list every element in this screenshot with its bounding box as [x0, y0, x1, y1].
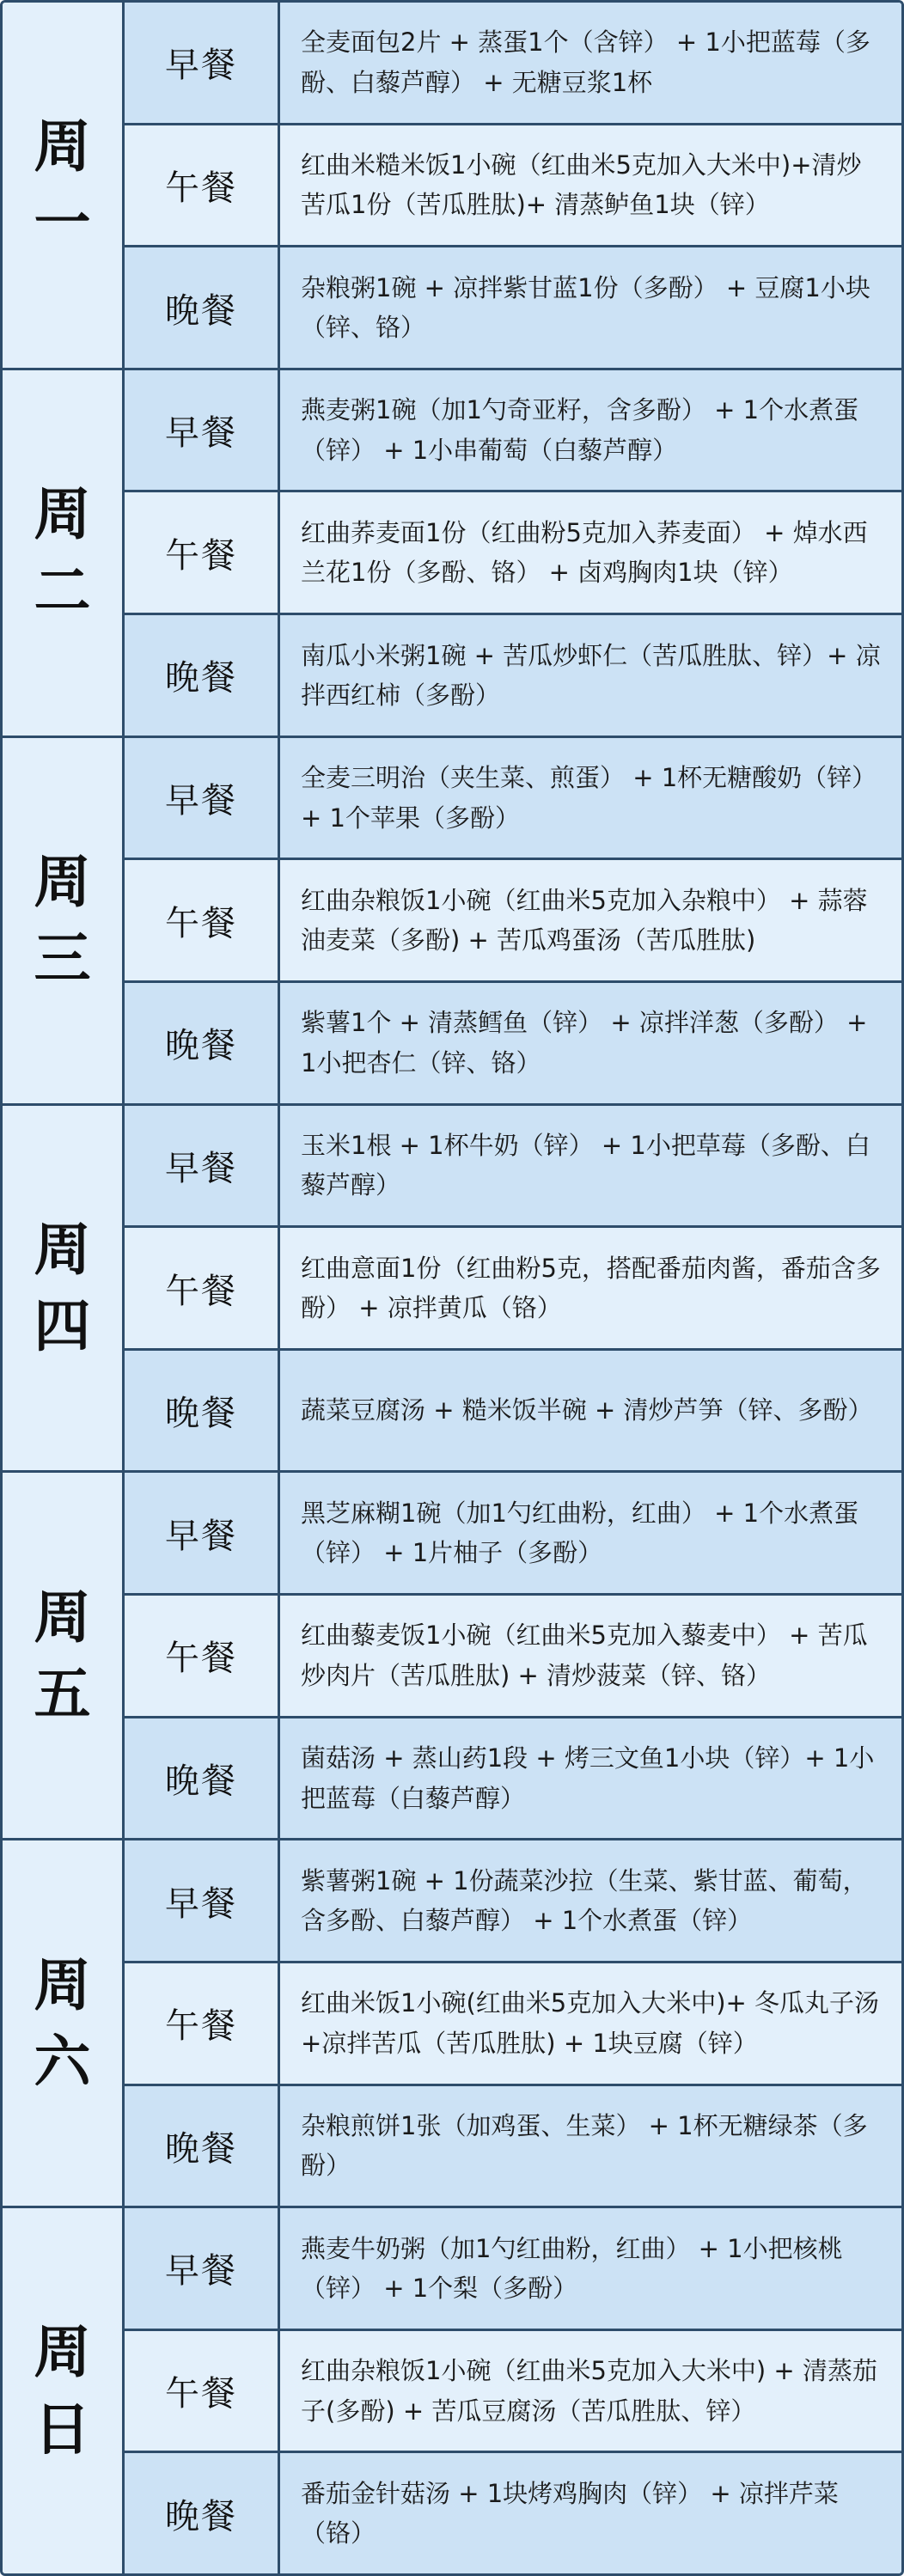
day-block [3, 3, 901, 370]
meal-name: 午餐 [125, 492, 280, 613]
meal-row [125, 1228, 901, 1351]
meal-description: 燕麦牛奶粥（加1勺红曲粉，红曲） + 1小把核桃（锌） + 1个梨（多酚） [301, 2233, 843, 2303]
meal-name: 午餐 [125, 1596, 280, 1716]
meal-name: 早餐 [125, 1473, 280, 1593]
meal-row [125, 1963, 901, 2086]
meal-row [125, 615, 901, 736]
day-label-char: 三 [34, 925, 91, 992]
day-label-char: 周 [34, 113, 91, 180]
meal-name: 晚餐 [125, 2086, 280, 2207]
meal-description: 红曲荞麦面1份（红曲粉5克加入荞麦面） + 焯水西兰花1份（多酚、铬） + 卤鸡胸肉1块（锌） [301, 517, 868, 588]
meal-name: 午餐 [125, 860, 280, 980]
meal-description: 南瓜小米粥1碗 + 苦瓜炒虾仁（苦瓜胜肽、锌）+ 凉拌西红柿（多酚） [301, 640, 881, 710]
meal-name: 早餐 [125, 1106, 280, 1226]
day-label-char: 周 [34, 1216, 91, 1283]
meal-row [125, 2331, 901, 2454]
meal-row [125, 2453, 901, 2573]
meal-name: 早餐 [125, 738, 280, 858]
meal-description: 杂粮煎饼1张（加鸡蛋、生菜） + 1杯无糖绿茶（多酚） [301, 2110, 868, 2181]
meal-description: 红曲藜麦饭1小碗（红曲米5克加入藜麦中） + 苦瓜炒肉片（苦瓜胜肽) + 清炒菠菜（锌、铬） [301, 1621, 868, 1690]
meal-description: 杂粮粥1碗 + 凉拌紫甘蓝1份（多酚） + 豆腐1小块（锌、铬） [301, 272, 870, 343]
meal-name: 午餐 [125, 2331, 280, 2451]
meal-description: 红曲米糙米饭1小碗（红曲米5克加入大米中)+清炒苦瓜1份（苦瓜胜肽)+ 清蒸鲈鱼1块（锌） [301, 150, 862, 220]
day-label [3, 2208, 125, 2573]
day-label-char: 一 [34, 190, 91, 257]
day-label [3, 1840, 125, 2206]
meal-name: 午餐 [125, 1963, 280, 2084]
meal-row [125, 247, 901, 368]
day-label [3, 738, 125, 1103]
day-block [3, 1840, 901, 2208]
meal-name: 早餐 [125, 3, 280, 123]
meal-description: 燕麦粥1碗（加1勺奇亚籽，含多酚） + 1个水煮蛋（锌） + 1小串葡萄（白藜芦醇） [301, 395, 859, 465]
day-label-char: 周 [34, 1584, 91, 1651]
meal-description: 黑芝麻糊1碗（加1勺红曲粉，红曲） + 1个水煮蛋（锌） + 1片柚子（多酚） [301, 1498, 859, 1568]
meal-row [125, 860, 901, 983]
meal-row [125, 125, 901, 248]
meal-row [125, 370, 901, 493]
day-block [3, 370, 901, 738]
meal-description: 红曲米饭1小碗(红曲米5克加入大米中)+ 冬瓜丸子汤+凉拌苦瓜（苦瓜胜肽) + 1块豆腐（锌） [301, 1988, 880, 2058]
day-block [3, 738, 901, 1106]
meal-name: 早餐 [125, 2208, 280, 2329]
meals-column [125, 1473, 901, 1838]
meals-column [125, 1106, 901, 1471]
meals-column [125, 1840, 901, 2206]
meal-row [125, 2086, 901, 2207]
meal-row [125, 1718, 901, 1839]
day-label-char: 日 [34, 2396, 91, 2463]
meal-row [125, 1473, 901, 1596]
meals-column [125, 370, 901, 736]
meal-description: 全麦三明治（夹生菜、煎蛋） + 1杯无糖酸奶（锌） + 1个苹果（多酚） [301, 763, 877, 833]
meal-description: 红曲意面1份（红曲粉5克，搭配番茄肉酱，番茄含多酚） + 凉拌黄瓜（铬） [301, 1253, 881, 1323]
meal-name: 晚餐 [125, 2453, 280, 2573]
meal-row [125, 2208, 901, 2331]
day-block [3, 1106, 901, 1474]
meal-name: 晚餐 [125, 1351, 280, 1471]
meal-row [125, 738, 901, 861]
day-label [3, 1473, 125, 1838]
day-block [3, 2208, 901, 2573]
meals-column [125, 738, 901, 1103]
meal-name: 晚餐 [125, 247, 280, 368]
meal-name: 午餐 [125, 1228, 280, 1348]
meal-name: 晚餐 [125, 615, 280, 736]
meal-description: 紫薯粥1碗 + 1份蔬菜沙拉（生菜、紫甘蓝、葡萄，含多酚、白藜芦醇） + 1个水煮蛋（锌） [301, 1865, 868, 1936]
meal-name: 早餐 [125, 1840, 280, 1961]
meal-row [125, 1351, 901, 1471]
day-label-char: 四 [34, 1293, 91, 1359]
day-label-char: 六 [34, 2028, 91, 2095]
day-label-char: 周 [34, 849, 91, 916]
meal-name: 午餐 [125, 125, 280, 246]
meal-row [125, 1596, 901, 1718]
day-label [3, 3, 125, 368]
day-label [3, 370, 125, 736]
meal-row [125, 1840, 901, 1963]
meal-description: 紫薯1个 + 清蒸鳕鱼（锌） + 凉拌洋葱（多酚） + 1小把杏仁（锌、铬） [301, 1008, 868, 1077]
day-label-char: 周 [34, 481, 91, 548]
meal-description: 全麦面包2片 + 蒸蛋1个（含锌） + 1小把蓝莓（多酚、白藜芦醇） + 无糖豆浆1杯 [301, 27, 870, 97]
meal-name: 早餐 [125, 370, 280, 491]
meal-row [125, 3, 901, 125]
meal-description: 菌菇汤 + 蒸山药1段 + 烤三文鱼1小块（锌）+ 1小把蓝莓（白藜芦醇） [301, 1743, 875, 1813]
meal-description: 蔬菜豆腐汤 + 糙米饭半碗 + 清炒芦笋（锌、多酚） [301, 1395, 873, 1425]
meal-description: 红曲杂粮饭1小碗（红曲米5克加入杂粮中） + 蒜蓉油麦菜（多酚) + 苦瓜鸡蛋汤（苦瓜胜肽) [301, 885, 868, 955]
day-label-char: 五 [34, 1660, 91, 1727]
day-label [3, 1106, 125, 1471]
meal-row [125, 983, 901, 1103]
meal-row [125, 492, 901, 615]
meal-description: 红曲杂粮饭1小碗（红曲米5克加入大米中) + 清蒸茄子(多酚) + 苦瓜豆腐汤（苦瓜胜肽、锌） [301, 2356, 877, 2426]
meal-row [125, 1106, 901, 1229]
meals-column [125, 2208, 901, 2573]
meal-description: 玉米1根 + 1杯牛奶（锌） + 1小把草莓（多酚、白藜芦醇） [301, 1131, 870, 1200]
meal-description: 番茄金针菇汤 + 1块烤鸡胸肉（锌） + 凉拌芹菜（铬） [301, 2478, 839, 2549]
day-label-char: 周 [34, 2319, 91, 2386]
day-label-char: 二 [34, 558, 91, 625]
day-label-char: 周 [34, 1951, 91, 2018]
meal-name: 晚餐 [125, 1718, 280, 1839]
meal-name: 晚餐 [125, 983, 280, 1103]
meals-column [125, 3, 901, 368]
day-block [3, 1473, 901, 1840]
